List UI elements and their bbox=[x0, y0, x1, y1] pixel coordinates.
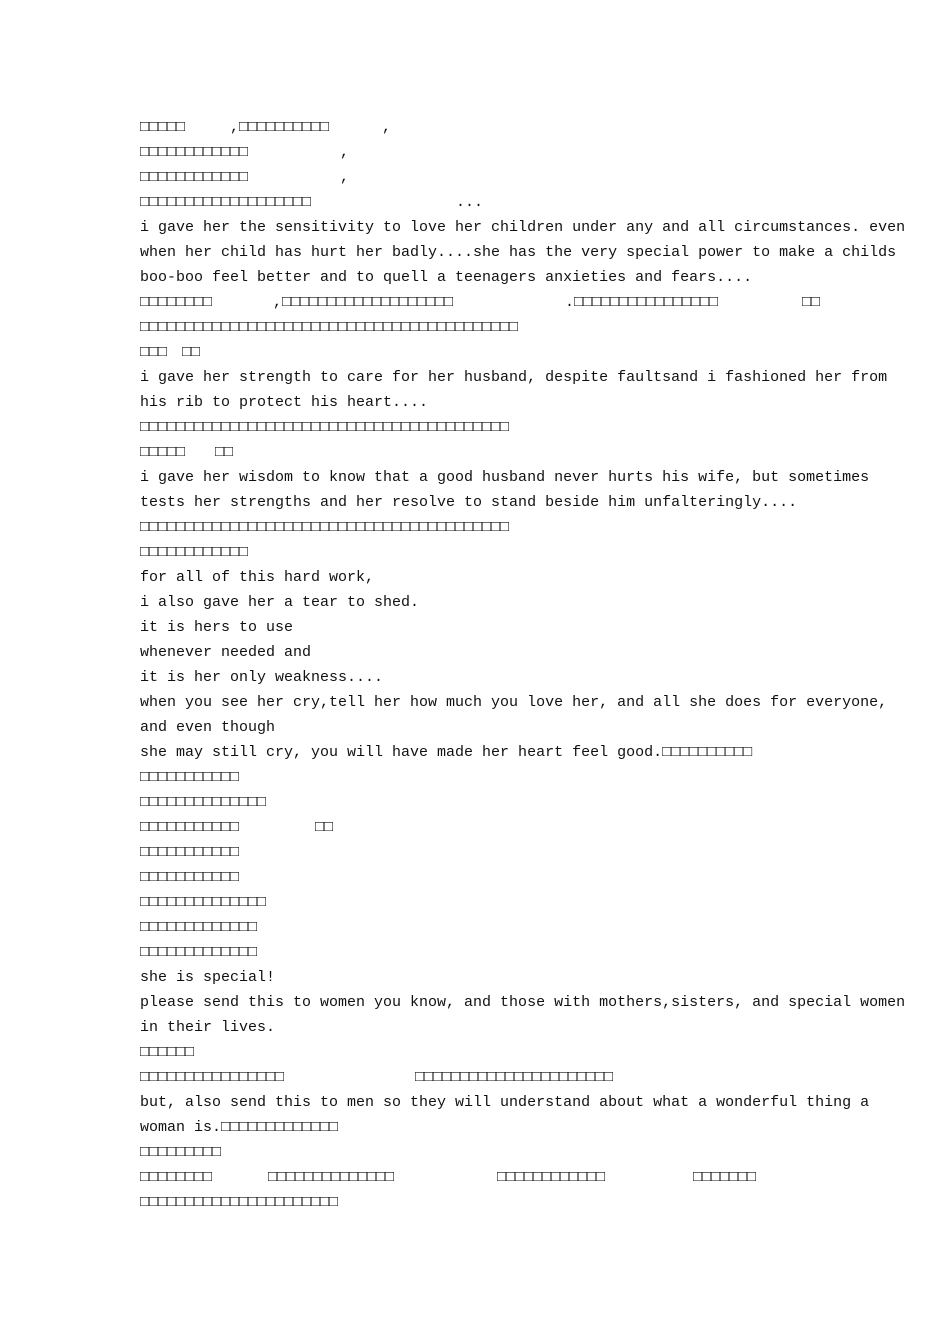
text-segment: □□ bbox=[215, 444, 234, 461]
text-segment: □□ bbox=[802, 294, 821, 311]
text-segment: □□□□□□□□□□□□ bbox=[140, 544, 249, 561]
text-line bbox=[140, 1068, 614, 1088]
text-line bbox=[140, 968, 276, 988]
text-line bbox=[140, 618, 294, 638]
text-segment: □□□□□ bbox=[140, 119, 186, 136]
text-segment: i also gave her a tear to shed. bbox=[140, 594, 420, 611]
text-line bbox=[140, 293, 821, 313]
text-segment: , bbox=[340, 144, 350, 161]
text-line bbox=[140, 218, 906, 238]
text-segment: his rib to protect his heart.... bbox=[140, 394, 429, 411]
text-segment: □□□□□□□□□□□ bbox=[140, 844, 240, 861]
text-line bbox=[140, 593, 420, 613]
text-segment: tests her strengths and her resolve to stand beside him unfalteringly.... bbox=[140, 494, 798, 511]
text-line bbox=[140, 1018, 276, 1038]
text-line bbox=[140, 543, 249, 563]
text-segment: i gave her wisdom to know that a good husband never hurts his wife, but sometimes bbox=[140, 469, 870, 486]
text-line bbox=[140, 568, 375, 588]
text-segment: □□□□□□□□□□□ bbox=[140, 769, 240, 786]
text-segment: □□ bbox=[182, 344, 201, 361]
text-segment: whenever needed and bbox=[140, 644, 312, 661]
text-segment: □□□□□ bbox=[140, 444, 186, 461]
text-line bbox=[140, 418, 510, 438]
text-line bbox=[140, 1043, 195, 1063]
text-segment: in their lives. bbox=[140, 1019, 276, 1036]
text-segment: □□□□□□□ bbox=[693, 1169, 757, 1186]
text-segment: □□□□□□□□□□□ bbox=[140, 819, 240, 836]
text-segment: □□□ bbox=[140, 344, 168, 361]
text-line bbox=[140, 118, 392, 138]
text-segment: □□□□□□□□□□□□□□□□□□□□□□□□□□□□□□□□□□□□□□□□□ bbox=[140, 519, 510, 536]
text-segment: it is her only weakness.... bbox=[140, 669, 384, 686]
text-segment: i gave her strength to care for her husband, despite faultsand i fashioned her from bbox=[140, 369, 888, 386]
text-line bbox=[140, 693, 888, 713]
text-line bbox=[140, 393, 429, 413]
text-line bbox=[140, 818, 334, 838]
text-line bbox=[140, 1193, 339, 1213]
text-segment: □□□□□□ bbox=[140, 1044, 195, 1061]
text-segment: □□□□□□□□□□□□ bbox=[140, 169, 249, 186]
text-line bbox=[140, 943, 258, 963]
text-segment: it is hers to use bbox=[140, 619, 294, 636]
text-segment: and even though bbox=[140, 719, 276, 736]
text-line bbox=[140, 518, 510, 538]
text-segment: , bbox=[382, 119, 392, 136]
text-line bbox=[140, 318, 519, 338]
text-segment: □□ bbox=[315, 819, 334, 836]
text-segment: □□□□□□□□□□□□□ bbox=[140, 919, 258, 936]
text-line bbox=[140, 168, 350, 188]
text-segment: woman is.□□□□□□□□□□□□□ bbox=[140, 1119, 339, 1136]
text-segment: □□□□□□□□□□□□□□□□□□□□□□□□□□□□□□□□□□□□□□□□□ bbox=[140, 419, 510, 436]
text-line bbox=[140, 1118, 339, 1138]
text-line bbox=[140, 643, 312, 663]
text-segment: □□□□□□□□□□□ bbox=[140, 869, 240, 886]
text-segment: when her child has hurt her badly....she has the very special power to make a childs bbox=[140, 244, 897, 261]
text-line bbox=[140, 443, 234, 463]
text-segment: □□□□□□□□□□□□□□□□ bbox=[140, 1069, 285, 1086]
text-line bbox=[140, 868, 240, 888]
text-segment: ... bbox=[456, 194, 484, 211]
text-segment: □□□□□□□□□□□□ bbox=[497, 1169, 606, 1186]
text-segment: □□□□□□□□□ bbox=[140, 1144, 222, 1161]
text-segment: , bbox=[340, 169, 350, 186]
text-line bbox=[140, 368, 888, 388]
text-segment: i gave her the sensitivity to love her children under any and all circumstances. even bbox=[140, 219, 906, 236]
text-line bbox=[140, 793, 267, 813]
text-segment: □□□□□□□□□□□□□ bbox=[140, 944, 258, 961]
text-segment: □□□□□□□□□□□□□□□□□□□ bbox=[140, 194, 312, 211]
text-segment: □□□□□□□□ bbox=[140, 294, 213, 311]
text-segment: □□□□□□□□□□□□□□□□□□□□□□ bbox=[140, 1194, 339, 1211]
text-segment: but, also send this to men so they will understand about what a wonderful thing a bbox=[140, 1094, 870, 1111]
text-line bbox=[140, 268, 753, 288]
text-segment: □□□□□□□□□□□□ bbox=[140, 144, 249, 161]
text-line bbox=[140, 743, 753, 763]
text-segment: .□□□□□□□□□□□□□□□□ bbox=[565, 294, 719, 311]
text-line bbox=[140, 993, 906, 1013]
text-segment: when you see her cry,tell her how much you love her, and all she does for everyone, bbox=[140, 694, 888, 711]
text-segment: □□□□□□□□□□□□□□□□□□□□□□□□□□□□□□□□□□□□□□□□□□ bbox=[140, 319, 519, 336]
text-line bbox=[140, 343, 201, 363]
text-segment: please send this to women you know, and those with mothers,sisters, and special women bbox=[140, 994, 906, 1011]
text-line bbox=[140, 893, 267, 913]
text-line bbox=[140, 918, 258, 938]
text-line bbox=[140, 493, 798, 513]
text-line bbox=[140, 1143, 222, 1163]
text-segment: boo-boo feel better and to quell a teenagers anxieties and fears.... bbox=[140, 269, 753, 286]
text-line bbox=[140, 468, 870, 488]
text-segment: ,□□□□□□□□□□□□□□□□□□□ bbox=[273, 294, 454, 311]
text-segment: □□□□□□□□□□□□□□ bbox=[268, 1169, 395, 1186]
text-line bbox=[140, 768, 240, 788]
text-segment: ,□□□□□□□□□□ bbox=[230, 119, 330, 136]
text-line bbox=[140, 1168, 757, 1188]
text-segment: □□□□□□□□□□□□□□ bbox=[140, 794, 267, 811]
text-segment: □□□□□□□□ bbox=[140, 1169, 213, 1186]
text-line bbox=[140, 668, 384, 688]
text-segment: she is special! bbox=[140, 969, 276, 986]
text-line bbox=[140, 143, 350, 163]
text-segment: □□□□□□□□□□□□□□ bbox=[140, 894, 267, 911]
text-line bbox=[140, 843, 240, 863]
text-segment: she may still cry, you will have made her heart feel good.□□□□□□□□□□ bbox=[140, 744, 753, 761]
text-line bbox=[140, 1093, 870, 1113]
text-segment: □□□□□□□□□□□□□□□□□□□□□□ bbox=[415, 1069, 614, 1086]
text-line bbox=[140, 718, 276, 738]
text-segment: for all of this hard work, bbox=[140, 569, 375, 586]
text-line bbox=[140, 243, 897, 263]
text-line bbox=[140, 193, 484, 213]
